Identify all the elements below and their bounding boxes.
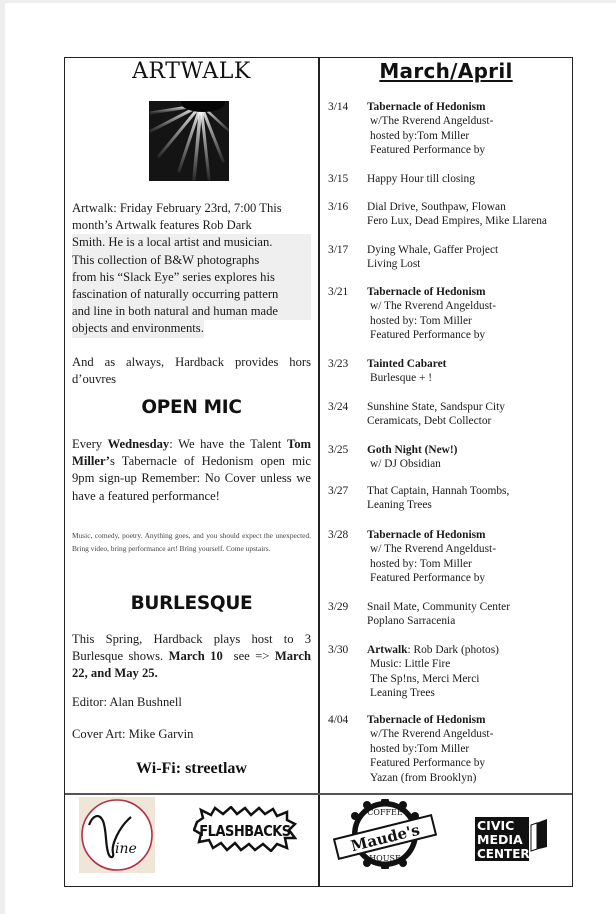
cover-art-credit: Cover Art: Mike Garvin xyxy=(72,727,194,741)
event-title: Tabernacle of Hedonism xyxy=(367,101,486,113)
event-details xyxy=(367,400,505,429)
event-title: Tabernacle of Hedonism xyxy=(367,529,486,541)
event-date: 4/04 xyxy=(328,714,349,726)
newsletter-page xyxy=(64,57,573,887)
event-detail-line: w/ The Rverend Angeldust- xyxy=(370,300,497,313)
open-mic-heading: OPEN MIC xyxy=(141,397,242,418)
event-title: Artwalk: Rob Dark (photos) xyxy=(367,644,499,656)
event-date: 3/16 xyxy=(328,201,349,213)
event-date: 3/25 xyxy=(328,444,349,456)
event-title: Dial Drive, Southpaw, Flowan xyxy=(367,201,506,213)
sponsor-row-divider xyxy=(65,793,572,795)
event-date: 3/14 xyxy=(328,101,349,113)
vine-logo-icon xyxy=(79,797,155,873)
event-date: 3/15 xyxy=(328,173,349,185)
svg-text:CENTER: CENTER xyxy=(477,847,530,861)
civic-media-center-logo-icon xyxy=(475,817,553,861)
event-details xyxy=(367,713,493,785)
event-date: 3/27 xyxy=(328,485,349,497)
event-detail-line: w/The Rverend Angeldust- xyxy=(370,728,494,741)
event-details xyxy=(367,100,493,158)
event-detail-line: hosted by: Tom Miller xyxy=(370,557,472,570)
artwalk-description: Artwalk: Friday February 23rd, 7:00 This month’s Artwalk features Rob Dark Smith. He is a local artist and musician. This collection of B&W photographs from his “Slack Eye” series explores his fascination of naturally occurring pattern and line in both natural and human made objects and environments. xyxy=(72,200,311,338)
event-title: Tainted Cabaret xyxy=(367,358,447,370)
event-details xyxy=(367,357,446,386)
event-details xyxy=(367,172,475,186)
left-column xyxy=(65,58,318,793)
event-title: Goth Night (New!) xyxy=(367,444,458,456)
event-details xyxy=(367,600,510,629)
event-detail-line: w/The Rverend Angeldust- xyxy=(370,115,494,128)
event-date: 3/28 xyxy=(328,529,349,541)
event-detail-line: Burlesque + ! xyxy=(370,372,433,385)
event-title: Sunshine State, Sandspur City xyxy=(367,401,505,413)
event-title: Snail Mate, Community Center xyxy=(367,601,511,613)
event-detail-line: The Sp!ns, Merci Merci xyxy=(370,672,480,685)
event-date: 3/24 xyxy=(328,401,349,413)
event-detail-line: Featured Performance by xyxy=(370,757,486,770)
svg-text:HOUSE: HOUSE xyxy=(369,854,401,863)
event-details xyxy=(367,285,496,343)
event-details xyxy=(367,643,499,701)
event-details xyxy=(367,443,457,472)
page-left-margin xyxy=(0,0,5,914)
event-detail-line: Fero Lux, Dead Empires, Mike Llarena xyxy=(367,215,547,228)
event-date: 3/21 xyxy=(328,286,349,298)
svg-text:ine: ine xyxy=(115,841,137,857)
event-date: 3/29 xyxy=(328,601,349,613)
event-title: That Captain, Hannah Toombs, xyxy=(367,485,510,497)
event-detail-line: Featured Performance by xyxy=(370,329,486,342)
svg-text:Maude's: Maude's xyxy=(348,820,422,856)
event-detail-line: hosted by:Tom Miller xyxy=(370,742,470,755)
maudes-coffee-house-logo-icon xyxy=(333,799,437,869)
right-column xyxy=(320,58,572,793)
event-details xyxy=(367,528,496,586)
event-detail-line: Leaning Trees xyxy=(367,499,432,512)
event-details xyxy=(367,243,498,272)
event-detail-line: w/ DJ Obsidian xyxy=(370,458,441,471)
event-detail-line: Yazan (from Brooklyn) xyxy=(370,771,477,784)
event-date: 3/17 xyxy=(328,244,349,256)
wifi-info: Wi-Fi: streetlaw xyxy=(136,760,247,777)
event-title: Tabernacle of Hedonism xyxy=(367,286,486,298)
event-title: Dying Whale, Gaffer Project xyxy=(367,244,499,256)
flashbacks-logo-icon xyxy=(193,806,297,852)
event-detail-line: Featured Performance by xyxy=(370,572,486,585)
event-detail-line: Leaning Trees xyxy=(370,687,435,700)
svg-text:COFFEE: COFFEE xyxy=(367,808,403,817)
burlesque-description: This Spring, Hardback plays host to 3 Burlesque shows. March 10 see => March 22, and May 25. xyxy=(72,632,311,681)
artwalk-heading: ARTWALK xyxy=(132,59,251,84)
page-top-margin xyxy=(0,0,616,3)
editor-credit: Editor: Alan Bushnell xyxy=(72,695,182,709)
event-date: 3/30 xyxy=(328,644,349,656)
svg-text:FLASHBACKS: FLASHBACKS xyxy=(199,823,291,841)
event-detail-line: hosted by:Tom Miller xyxy=(370,129,470,142)
svg-text:MEDIA: MEDIA xyxy=(477,832,523,847)
event-detail-line: hosted by: Tom Miller xyxy=(370,314,472,327)
svg-text:CIVIC: CIVIC xyxy=(477,818,515,833)
event-detail-line: w/ The Rverend Angeldust- xyxy=(370,543,497,556)
hors-doeuvres-note: And as always, Hardback provides hors d’ouvres xyxy=(72,355,311,387)
event-detail-line: Ceramicats, Debt Collector xyxy=(367,415,492,428)
open-mic-description: Every Wednesday: We have the Talent Tom Miller’s Tabernacle of Hedonism open mic 9pm sign-up Remember: No Cover unless we have a featured performance! xyxy=(72,437,312,503)
event-details xyxy=(367,200,547,229)
event-title: Tabernacle of Hedonism xyxy=(367,714,486,726)
event-detail-line: Music: Little Fire xyxy=(370,658,451,671)
event-detail-line: Living Lost xyxy=(367,258,421,271)
open-mic-small-print: Music, comedy, poetry. Anything goes, and you should expect the unexpected. Bring video, bring performance art! Bring yourself. Come upstairs. xyxy=(72,531,311,553)
event-detail-line: Poplano Sarracenia xyxy=(367,615,456,628)
calendar-heading: March/April xyxy=(379,59,513,83)
event-details xyxy=(367,484,509,513)
event-title: Happy Hour till closing xyxy=(367,173,475,185)
event-date: 3/23 xyxy=(328,358,349,370)
event-detail-line: Featured Performance by xyxy=(370,144,486,157)
sun-rays-photo-icon xyxy=(149,101,229,181)
burlesque-heading: BURLESQUE xyxy=(130,593,253,614)
